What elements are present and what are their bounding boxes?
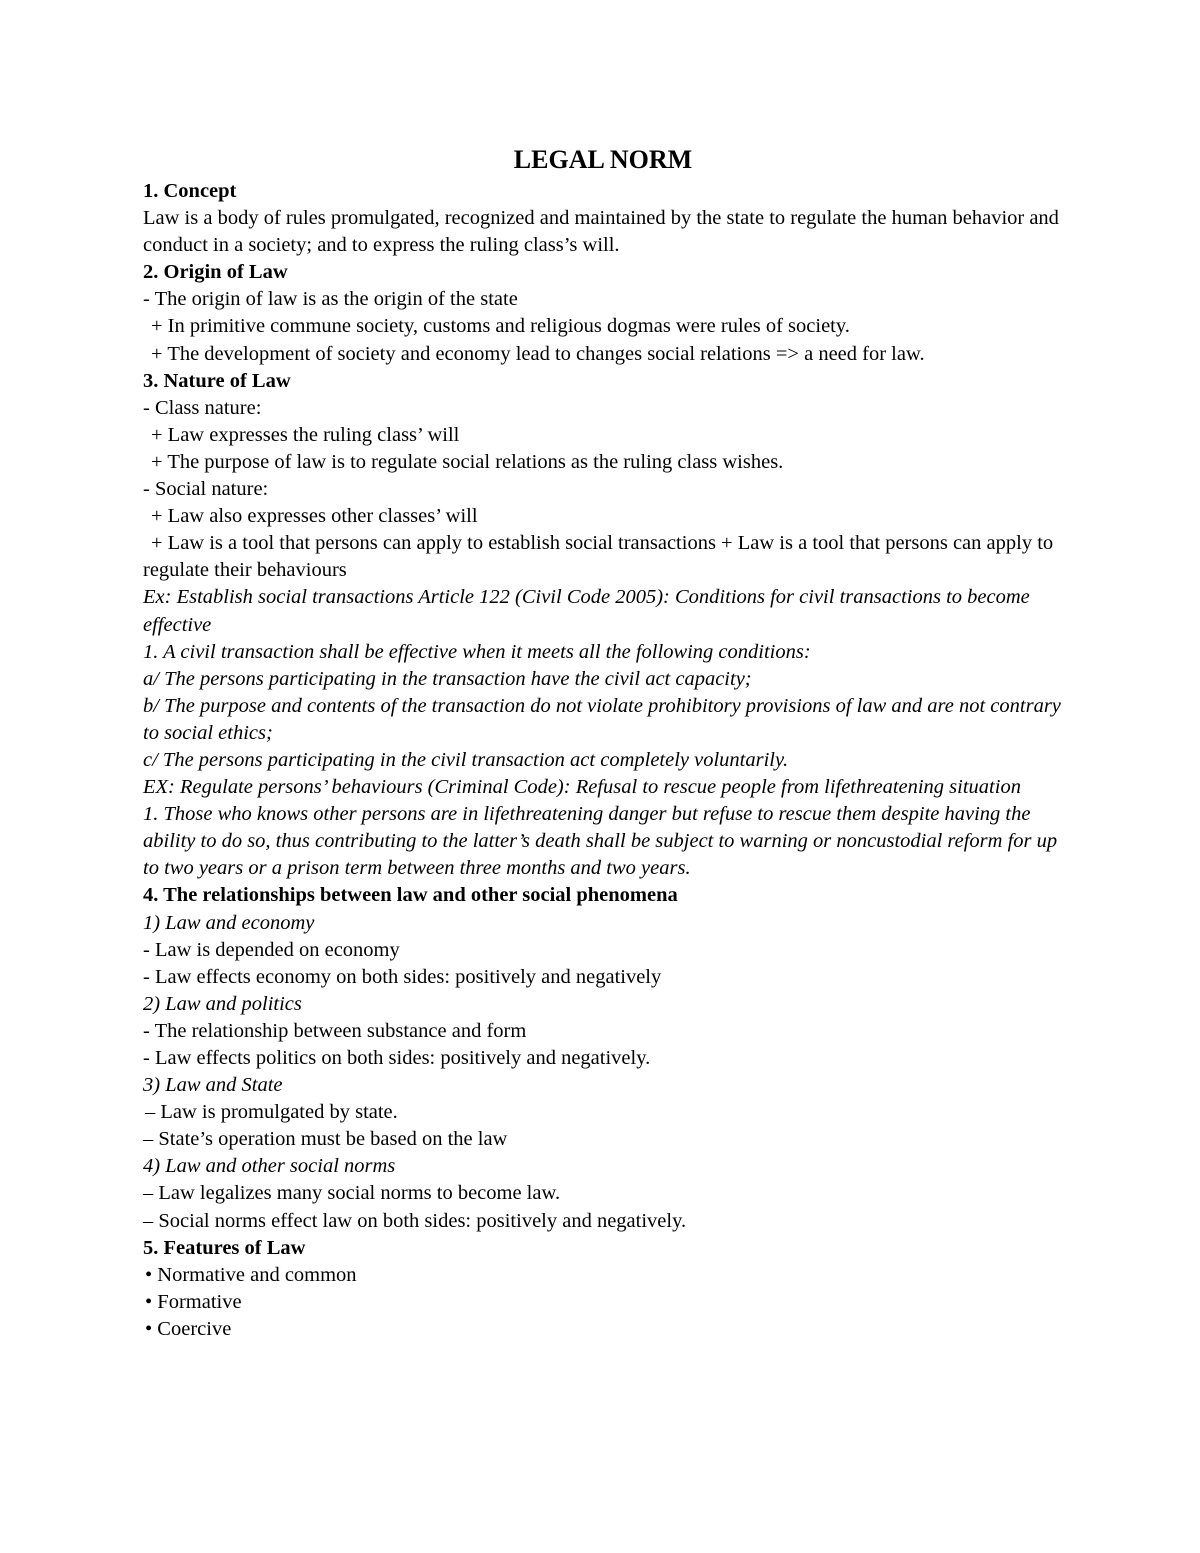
feature-item: • Coercive (145, 1317, 232, 1340)
feature-item: • Normative and common (145, 1263, 357, 1286)
example-2-clause: 1. Those who knows other persons are in lifethreatening danger but refuse to rescue them despite having the ability to do so, thus contributing to the latter’s death shall be subject to warning or noncustodial reform for up to two years or a prison term between three months and two years. (143, 803, 1063, 880)
class-nature-point: + The purpose of law is to regulate social relations as the ruling class wishes. (151, 450, 784, 473)
example-1-title: Ex: Establish social transactions Article 122 (Civil Code 2005): Conditions for civil transactions to become effective (143, 586, 1035, 636)
subsection-title: 3) Law and State (143, 1074, 283, 1097)
example-1-clause: 1. A civil transaction shall be effective when it meets all the following conditions: (143, 640, 811, 663)
section-2-line: - The origin of law is as the origin of the state (143, 288, 518, 311)
example-2-title: EX: Regulate persons’ behaviours (Criminal Code): Refusal to rescue people from lifethreatening situation (143, 776, 1021, 799)
example-1-condition-b: b/ The purpose and contents of the transaction do not violate prohibitory provisions of law and are not contrary to social ethics; (143, 694, 1067, 744)
social-nature-point: + Law is a tool that persons can apply to establish social transactions + Law is a tool that persons can apply to regulate their behaviours (143, 532, 1059, 582)
subsection-title: 4) Law and other social norms (143, 1155, 396, 1178)
section-2-subpoint: + The development of society and economy lead to changes social relations => a need for law. (151, 342, 925, 365)
class-nature-label: - Class nature: (143, 396, 262, 419)
feature-item: • Formative (145, 1290, 242, 1313)
page-title: LEGAL NORM (513, 145, 693, 174)
subsection-line: - The relationship between substance and form (143, 1019, 527, 1042)
document-body (143, 145, 1067, 1343)
section-2-subpoint: + In primitive commune society, customs and religious dogmas were rules of society. (151, 315, 850, 338)
subsection-line: – Law legalizes many social norms to become law. (143, 1182, 561, 1205)
subsection-line: - Law is depended on economy (143, 938, 400, 961)
section-1-heading: 1. Concept (143, 180, 237, 202)
social-nature-point: + Law also expresses other classes’ will (151, 505, 478, 528)
subsection-line: - Law effects economy on both sides: positively and negatively (143, 965, 662, 988)
subsection-title: 2) Law and politics (143, 992, 302, 1015)
example-1-condition-a: a/ The persons participating in the transaction have the civil act capacity; (143, 667, 752, 690)
subsection-line: – State’s operation must be based on the law (143, 1128, 508, 1151)
social-nature-label: - Social nature: (143, 478, 269, 501)
section-1-text: Law is a body of rules promulgated, recognized and maintained by the state to regulate the human behavior and conduct in a society; and to express the ruling class’s will. (143, 207, 1065, 257)
subsection-line: - Law effects politics on both sides: positively and negatively. (143, 1047, 651, 1069)
example-1-condition-c: c/ The persons participating in the civil transaction act completely voluntarily. (143, 748, 789, 771)
section-4-heading: 4. The relationships between law and other social phenomena (143, 884, 678, 907)
subsection-title: 1) Law and economy (143, 911, 315, 934)
subsection-line: – Law is promulgated by state. (145, 1101, 398, 1124)
section-2-heading: 2. Origin of Law (143, 261, 288, 284)
class-nature-point: + Law expresses the ruling class’ will (151, 423, 460, 446)
section-5-heading: 5. Features of Law (143, 1236, 306, 1259)
subsection-line: – Social norms effect law on both sides: positively and negatively. (143, 1209, 687, 1232)
section-3-heading: 3. Nature of Law (143, 369, 291, 392)
